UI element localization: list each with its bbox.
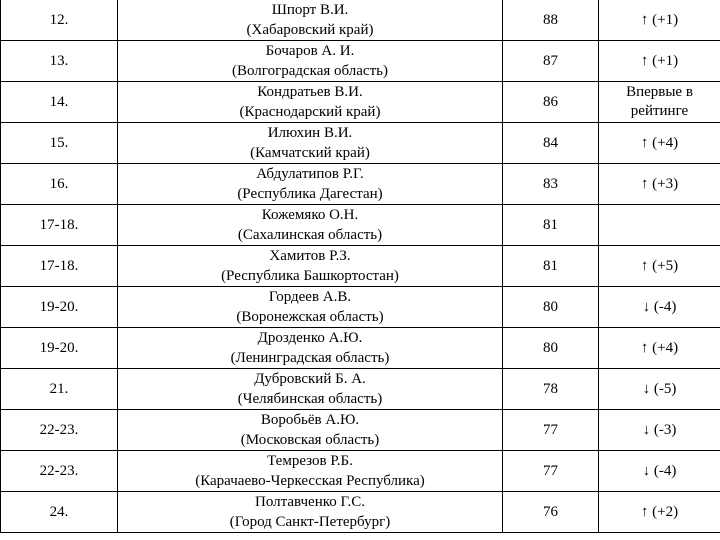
rank-cell: 14. <box>1 82 118 123</box>
governor-cell <box>118 410 503 451</box>
rank-cell: 17-18. <box>1 246 118 287</box>
governor-name: Хамитов Р.З. <box>269 248 351 264</box>
governor-cell <box>118 246 503 287</box>
governor-region: (Волгоградская область) <box>232 63 388 79</box>
change-cell: ↓ (-5) <box>599 369 720 410</box>
table-row <box>1 328 720 369</box>
governor-region: (Сахалинская область) <box>237 227 383 243</box>
score-cell: 80 <box>503 328 599 369</box>
governor-cell <box>118 205 503 246</box>
change-cell: ↑ (+1) <box>599 0 720 41</box>
score-cell: 76 <box>503 492 599 533</box>
change-cell: ↑ (+1) <box>599 41 720 82</box>
score-cell: 87 <box>503 41 599 82</box>
rank-cell: 17-18. <box>1 205 118 246</box>
score-cell: 88 <box>503 0 599 41</box>
table-row <box>1 0 720 41</box>
score-cell: 84 <box>503 123 599 164</box>
governor-name: Бочаров А. И. <box>265 43 355 59</box>
change-cell <box>599 205 720 246</box>
change-note-line1: Впервые в <box>626 84 693 100</box>
score-cell: 81 <box>503 205 599 246</box>
change-cell: ↑ (+5) <box>599 246 720 287</box>
change-cell: ↑ (+2) <box>599 492 720 533</box>
governor-region: (Город Санкт-Петербург) <box>229 514 391 530</box>
governor-name: Абдулатипов Р.Г. <box>256 166 364 182</box>
score-cell: 77 <box>503 451 599 492</box>
governor-cell <box>118 451 503 492</box>
governor-region: (Краснодарский край) <box>239 104 381 120</box>
governor-region: (Воронежская область) <box>236 309 384 325</box>
governor-cell <box>118 492 503 533</box>
change-note-line2: рейтинге <box>630 103 689 119</box>
table-row <box>1 369 720 410</box>
score-cell: 83 <box>503 164 599 205</box>
score-cell: 81 <box>503 246 599 287</box>
table-row <box>1 82 720 123</box>
score-cell: 80 <box>503 287 599 328</box>
governor-cell <box>118 369 503 410</box>
change-cell: ↓ (-4) <box>599 451 720 492</box>
rank-cell: 24. <box>1 492 118 533</box>
change-cell <box>599 82 720 123</box>
governor-region: (Республика Башкортостан) <box>221 268 399 284</box>
governor-name: Кондратьев В.И. <box>257 84 363 100</box>
change-cell: ↑ (+4) <box>599 328 720 369</box>
governor-name: Дрозденко А.Ю. <box>257 330 363 346</box>
governor-cell <box>118 41 503 82</box>
score-cell: 77 <box>503 410 599 451</box>
table-row <box>1 123 720 164</box>
table-row <box>1 205 720 246</box>
rank-cell: 21. <box>1 369 118 410</box>
governor-name: Полтавченко Г.С. <box>254 494 366 510</box>
rank-cell: 15. <box>1 123 118 164</box>
change-cell: ↓ (-3) <box>599 410 720 451</box>
governor-cell <box>118 164 503 205</box>
governor-region: (Хабаровский край) <box>246 22 374 38</box>
governor-name: Гордеев А.В. <box>268 289 352 305</box>
table-row <box>1 451 720 492</box>
governor-region: (Карачаево-Черкесская Республика) <box>195 473 425 489</box>
governor-cell <box>118 123 503 164</box>
table-row <box>1 410 720 451</box>
governor-cell <box>118 328 503 369</box>
rank-cell: 13. <box>1 41 118 82</box>
rank-cell: 19-20. <box>1 328 118 369</box>
governor-name: Воробьёв А.Ю. <box>260 412 360 428</box>
rank-cell: 12. <box>1 0 118 41</box>
rank-cell: 22-23. <box>1 410 118 451</box>
governor-region: (Республика Дагестан) <box>237 186 383 202</box>
rank-cell: 22-23. <box>1 451 118 492</box>
governor-name: Кожемяко О.Н. <box>261 207 359 223</box>
change-cell: ↑ (+3) <box>599 164 720 205</box>
governor-cell <box>118 0 503 41</box>
governor-region: (Ленинградская область) <box>230 350 390 366</box>
governor-region: (Камчатский край) <box>250 145 370 161</box>
table-row <box>1 41 720 82</box>
governor-cell <box>118 82 503 123</box>
score-cell: 78 <box>503 369 599 410</box>
change-cell: ↓ (-4) <box>599 287 720 328</box>
governor-name: Илюхин В.И. <box>267 125 353 141</box>
table-row <box>1 492 720 533</box>
table-row <box>1 164 720 205</box>
rank-cell: 19-20. <box>1 287 118 328</box>
governor-name: Шпорт В.И. <box>271 2 349 18</box>
table-row <box>1 287 720 328</box>
change-cell: ↑ (+4) <box>599 123 720 164</box>
governor-region: (Московская область) <box>240 432 380 448</box>
table-row <box>1 246 720 287</box>
governor-region: (Челябинская область) <box>237 391 383 407</box>
governor-cell <box>118 287 503 328</box>
governor-name: Темрезов Р.Б. <box>267 453 353 469</box>
rank-cell: 16. <box>1 164 118 205</box>
score-cell: 86 <box>503 82 599 123</box>
governor-name: Дубровский Б. А. <box>254 371 366 387</box>
